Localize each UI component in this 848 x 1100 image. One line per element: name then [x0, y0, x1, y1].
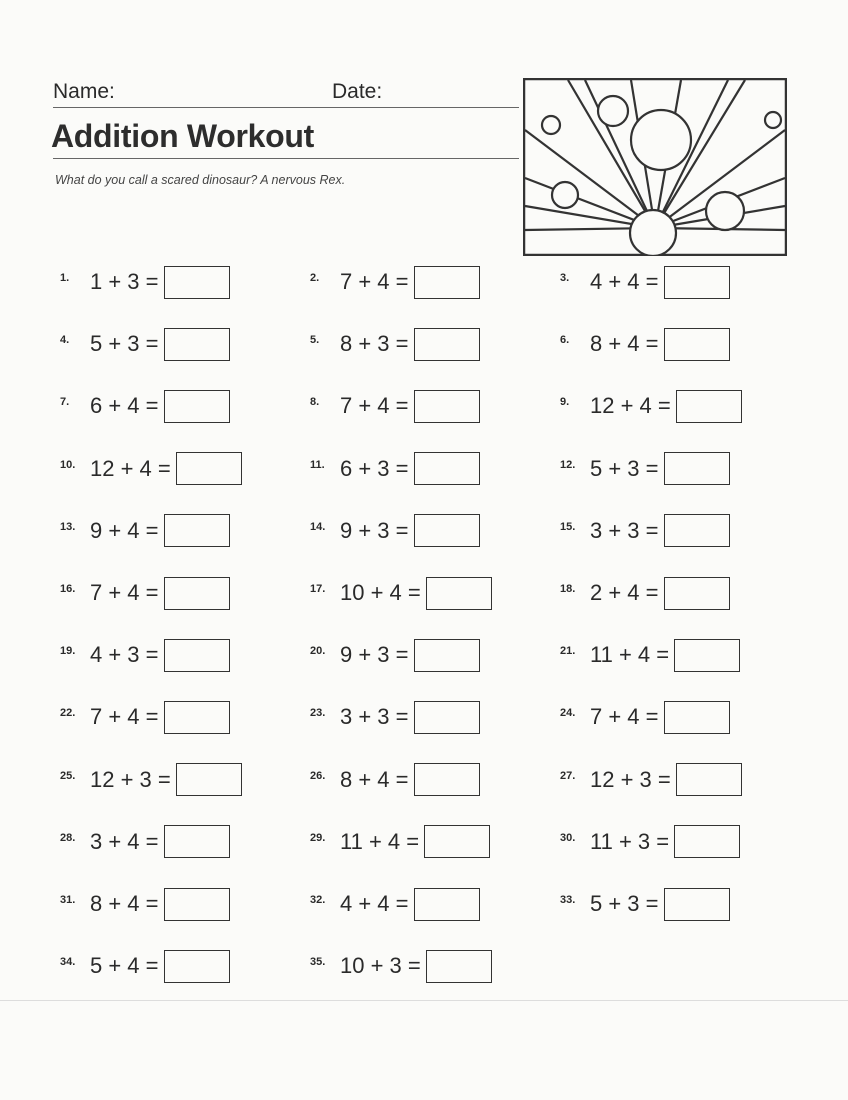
problem-number: 33. — [560, 894, 576, 906]
problem-number: 10. — [60, 458, 76, 471]
problem-expression: 4 + 4 = — [590, 269, 659, 294]
problem-13 — [60, 512, 230, 550]
problem-29 — [310, 823, 490, 861]
problem-1 — [60, 263, 230, 301]
problem-expression: 8 + 3 = — [340, 331, 409, 357]
problem-expression: 10 + 4 = — [340, 580, 421, 605]
problem-24 — [560, 698, 730, 736]
answer-box[interactable] — [664, 514, 730, 547]
problem-3 — [560, 263, 730, 301]
problem-34 — [60, 947, 230, 985]
answer-box[interactable] — [164, 888, 230, 921]
answer-box[interactable] — [664, 266, 730, 299]
problem-20 — [310, 636, 480, 674]
problem-number: 2. — [310, 272, 320, 284]
problem-expression: 5 + 4 = — [90, 953, 159, 979]
problem-expression: 5 + 3 = — [590, 891, 659, 916]
problem-expression: 11 + 3 = — [590, 828, 670, 854]
title-underline — [53, 158, 519, 159]
problem-30 — [560, 823, 740, 861]
page-title: Addition Workout — [51, 118, 314, 154]
problem-number: 26. — [310, 769, 326, 782]
answer-box[interactable] — [164, 701, 230, 734]
answer-box[interactable] — [676, 390, 742, 423]
problem-12 — [560, 450, 730, 488]
problem-21 — [560, 636, 740, 674]
problem-expression: 7 + 4 = — [340, 393, 409, 419]
problem-number: 24. — [560, 707, 576, 720]
problem-number: 28. — [60, 831, 76, 844]
sunburst-illustration — [523, 78, 787, 256]
answer-box[interactable] — [414, 763, 480, 796]
problem-expression: 2 + 4 = — [590, 580, 659, 605]
answer-box[interactable] — [664, 328, 730, 361]
problem-expression: 6 + 4 = — [90, 393, 159, 419]
problem-7 — [60, 387, 230, 425]
answer-box[interactable] — [176, 452, 242, 485]
answer-box[interactable] — [164, 950, 230, 983]
answer-box[interactable] — [414, 390, 480, 423]
page-edge-line — [0, 1000, 848, 1001]
problem-16 — [60, 574, 230, 612]
answer-box[interactable] — [164, 514, 230, 547]
answer-box[interactable] — [164, 266, 230, 299]
problem-6 — [560, 325, 730, 363]
problem-number: 7. — [60, 396, 70, 409]
problem-expression: 11 + 4 = — [340, 828, 420, 854]
problem-33 — [560, 885, 730, 923]
problem-expression: 8 + 4 = — [340, 766, 409, 792]
answer-box[interactable] — [164, 825, 230, 858]
problem-number: 32. — [310, 894, 326, 906]
problem-expression: 8 + 4 = — [90, 891, 159, 916]
problem-number: 17. — [310, 583, 326, 595]
answer-box[interactable] — [414, 701, 480, 734]
problem-number: 25. — [60, 769, 76, 782]
problem-expression: 8 + 4 = — [590, 331, 659, 357]
problem-17 — [310, 574, 492, 612]
answer-box[interactable] — [414, 639, 480, 672]
date-label: Date: — [332, 80, 383, 103]
problem-number: 21. — [560, 645, 576, 658]
problem-25 — [60, 761, 242, 799]
problem-expression: 3 + 3 = — [590, 517, 659, 543]
name-label: Name: — [53, 80, 115, 103]
problem-number: 29. — [310, 831, 326, 844]
problem-expression: 5 + 3 = — [90, 331, 159, 357]
answer-box[interactable] — [164, 328, 230, 361]
problem-number: 1. — [60, 272, 70, 284]
problem-15 — [560, 512, 730, 550]
problem-14 — [310, 512, 480, 550]
problem-expression: 3 + 4 = — [90, 828, 159, 854]
problem-10 — [60, 450, 242, 488]
answer-box[interactable] — [664, 452, 730, 485]
answer-box[interactable] — [164, 577, 230, 610]
problem-number: 18. — [560, 583, 576, 595]
problem-28 — [60, 823, 230, 861]
problem-number: 27. — [560, 769, 576, 782]
problem-expression: 3 + 3 = — [340, 704, 409, 730]
answer-box[interactable] — [426, 950, 492, 983]
problem-9 — [560, 387, 742, 425]
problem-32 — [310, 885, 480, 923]
problem-11 — [310, 450, 480, 488]
problem-number: 20. — [310, 645, 326, 658]
problem-number: 15. — [560, 520, 576, 533]
problem-8 — [310, 387, 480, 425]
problem-expression: 11 + 4 = — [590, 642, 670, 668]
answer-box[interactable] — [176, 763, 242, 796]
problem-expression: 10 + 3 = — [340, 953, 421, 979]
problem-23 — [310, 698, 480, 736]
answer-box[interactable] — [414, 514, 480, 547]
problem-18 — [560, 574, 730, 612]
circles — [542, 96, 781, 256]
problem-expression: 9 + 3 = — [340, 642, 409, 668]
problem-expression: 7 + 4 = — [90, 704, 159, 730]
answer-box[interactable] — [414, 328, 480, 361]
answer-box[interactable] — [424, 825, 490, 858]
problem-expression: 9 + 4 = — [90, 517, 159, 543]
problem-expression: 7 + 4 = — [90, 580, 159, 605]
problem-number: 22. — [60, 707, 76, 720]
problem-number: 11. — [310, 458, 325, 471]
answer-box[interactable] — [164, 390, 230, 423]
problem-expression: 1 + 3 = — [90, 269, 159, 294]
problem-expression: 12 + 3 = — [90, 766, 171, 792]
problem-expression: 4 + 4 = — [340, 891, 409, 916]
problem-number: 6. — [560, 334, 570, 347]
problem-number: 34. — [60, 956, 76, 969]
problem-expression: 7 + 4 = — [340, 269, 409, 294]
answer-box[interactable] — [664, 888, 730, 921]
answer-box[interactable] — [164, 639, 230, 672]
problem-number: 16. — [60, 583, 76, 595]
problem-4 — [60, 325, 230, 363]
problem-31 — [60, 885, 230, 923]
name-date-line — [53, 107, 519, 108]
problem-5 — [310, 325, 480, 363]
problem-number: 9. — [560, 396, 570, 409]
problem-22 — [60, 698, 230, 736]
answer-box[interactable] — [664, 577, 730, 610]
problem-number: 23. — [310, 707, 326, 720]
joke-text: What do you call a scared dinosaur? A nervous Rex. — [55, 173, 346, 187]
answer-box[interactable] — [664, 701, 730, 734]
problem-2 — [310, 263, 480, 301]
problem-number: 13. — [60, 520, 76, 533]
problem-expression: 6 + 3 = — [340, 455, 409, 481]
problem-number: 12. — [560, 458, 576, 471]
problem-expression: 9 + 3 = — [340, 517, 409, 543]
problem-expression: 12 + 4 = — [590, 393, 671, 419]
problem-expression: 4 + 3 = — [90, 642, 159, 668]
answer-box[interactable] — [414, 888, 480, 921]
problem-number: 5. — [310, 334, 320, 347]
problem-expression: 5 + 3 = — [590, 455, 659, 481]
problem-number: 3. — [560, 272, 570, 284]
problem-number: 31. — [60, 894, 76, 906]
problem-26 — [310, 761, 480, 799]
answer-box[interactable] — [414, 266, 480, 299]
answer-box[interactable] — [674, 639, 740, 672]
answer-box[interactable] — [674, 825, 740, 858]
problem-number: 8. — [310, 396, 320, 409]
problem-27 — [560, 761, 742, 799]
problem-number: 19. — [60, 645, 76, 658]
answer-box[interactable] — [676, 763, 742, 796]
problem-35 — [310, 947, 492, 985]
problem-number: 14. — [310, 520, 326, 533]
problem-number: 4. — [60, 334, 70, 347]
answer-box[interactable] — [426, 577, 492, 610]
problem-expression: 12 + 4 = — [90, 455, 171, 481]
problem-expression: 12 + 3 = — [590, 766, 671, 792]
problem-number: 35. — [310, 956, 326, 969]
answer-box[interactable] — [414, 452, 480, 485]
problem-expression: 7 + 4 = — [590, 704, 659, 730]
problem-number: 30. — [560, 831, 576, 844]
problem-19 — [60, 636, 230, 674]
